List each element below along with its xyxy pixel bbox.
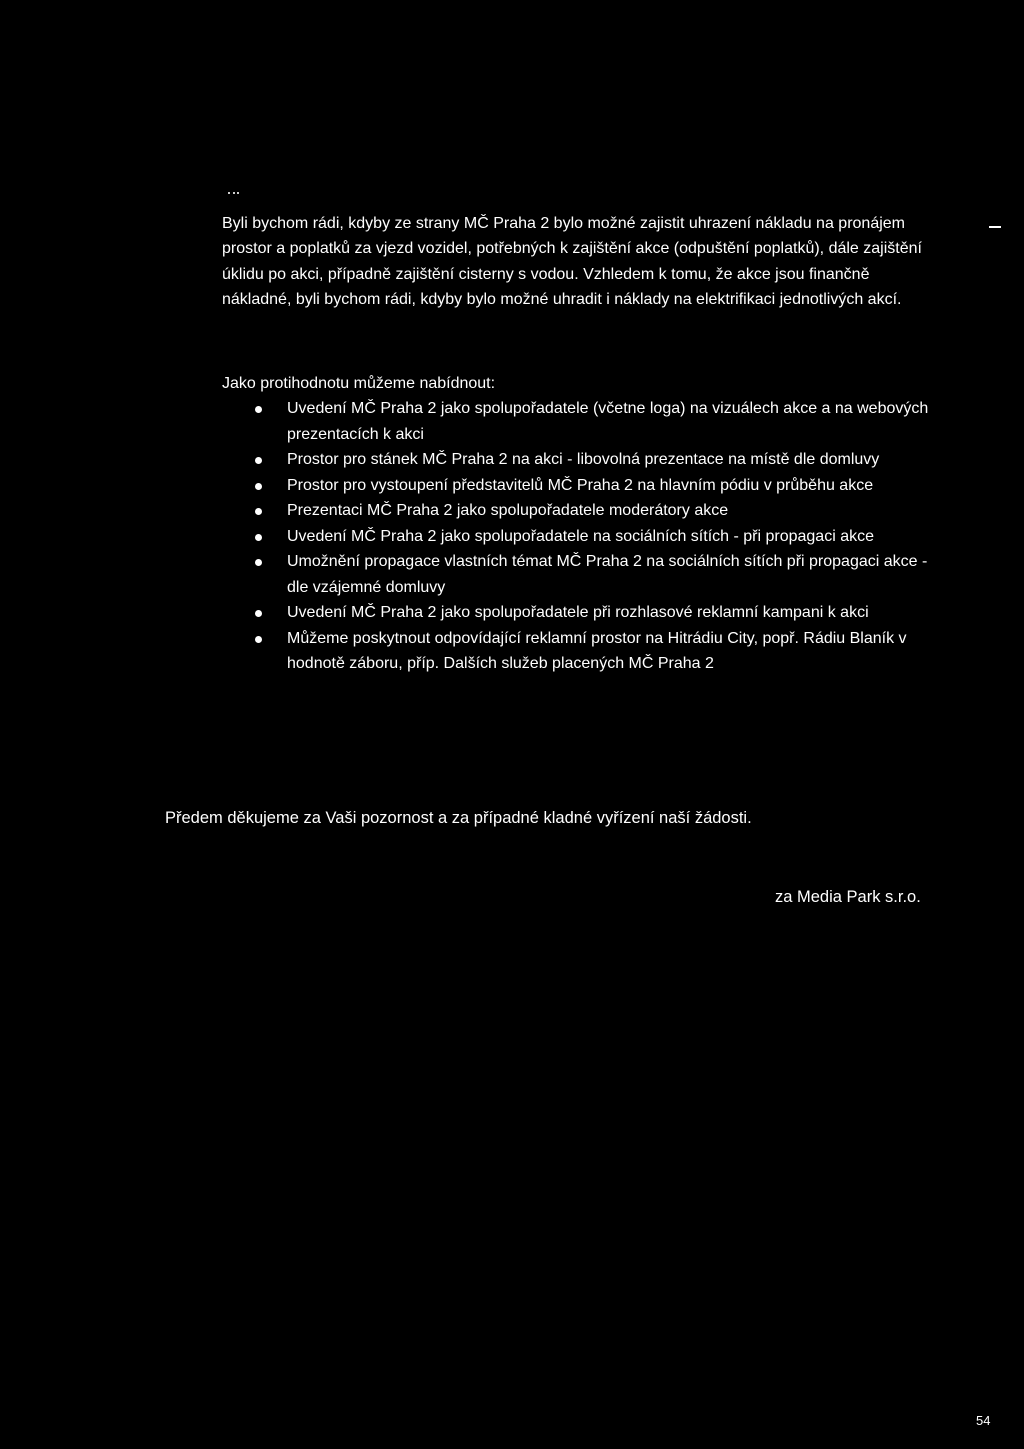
margin-dash bbox=[989, 226, 1001, 228]
list-item-text: Prostor pro stánek MČ Praha 2 na akci - libovolná prezentace na místě dle domluvy bbox=[287, 451, 880, 468]
page-number: 54 bbox=[976, 1413, 991, 1428]
list-item bbox=[0, 524, 947, 550]
bullet-icon bbox=[255, 457, 262, 464]
list-item bbox=[0, 396, 947, 447]
signature: za Media Park s.r.o. bbox=[775, 888, 921, 906]
bullet-icon bbox=[255, 406, 262, 413]
bullet-icon bbox=[255, 534, 262, 541]
bullet-icon bbox=[255, 483, 262, 490]
list-item bbox=[0, 498, 947, 524]
list-item bbox=[0, 626, 947, 677]
bullet-icon bbox=[255, 508, 262, 515]
list-item-text: Umožnění propagace vlastních témat MČ Praha 2 na sociálních sítích při propagaci akce - dle vzájemné domluvy bbox=[287, 553, 928, 596]
list-item-text: Uvedení MČ Praha 2 jako spolupořadatele na sociálních sítích - při propagaci akce bbox=[287, 527, 874, 545]
list-item bbox=[0, 600, 947, 626]
list-item-text: Prezentaci MČ Praha 2 jako spolupořadatele moderátory akce bbox=[287, 502, 729, 519]
list-item bbox=[0, 447, 947, 473]
bullet-icon bbox=[255, 610, 262, 617]
intro-paragraph: Byli bychom rádi, kdyby ze strany MČ Praha 2 bylo možné zajistit uhrazení nákladu na pronájem prostor a poplatků za vjezd vozidel, potřebných k zajištění akce (odpuštění poplatků), dále zajištění úklidu po akci, případně zajištění cisterny s vodou. Vzhledem k tomu, že akce jsou finančně nákladné, byli bychom rádi, kdyby bylo možné uhradit i náklady na elektrifikaci jednotlivých akcí. bbox=[222, 215, 922, 309]
list-item bbox=[0, 473, 947, 499]
list-item-text: Uvedení MČ Praha 2 jako spolupořadatele při rozhlasové reklamní kampani k akci bbox=[287, 604, 869, 621]
bullet-icon bbox=[255, 559, 262, 566]
offer-intro: Jako protihodnotu můžeme nabídnout: bbox=[222, 375, 496, 392]
offer-list bbox=[0, 396, 1024, 677]
bullet-icon bbox=[255, 636, 262, 643]
closing-sentence: Předem děkujeme za Vaši pozornost a za případné kladné vyřízení naší žádosti. bbox=[165, 809, 752, 827]
list-item-text: Uvedení MČ Praha 2 jako spolupořadatele (včetne loga) na vizuálech akce a na webových prezentacích k akci bbox=[287, 400, 929, 443]
list-item-text: Můžeme poskytnout odpovídající reklamní prostor na Hitrádiu City, popř. Rádiu Blaník v hodnotě záboru, příp. Dalších služeb placených MČ Praha 2 bbox=[287, 629, 907, 672]
scan-artifact bbox=[228, 192, 240, 195]
list-item-text: Prostor pro vystoupení představitelů MČ Praha 2 na hlavním pódiu v průběhu akce bbox=[287, 476, 874, 494]
list-item bbox=[0, 549, 947, 600]
